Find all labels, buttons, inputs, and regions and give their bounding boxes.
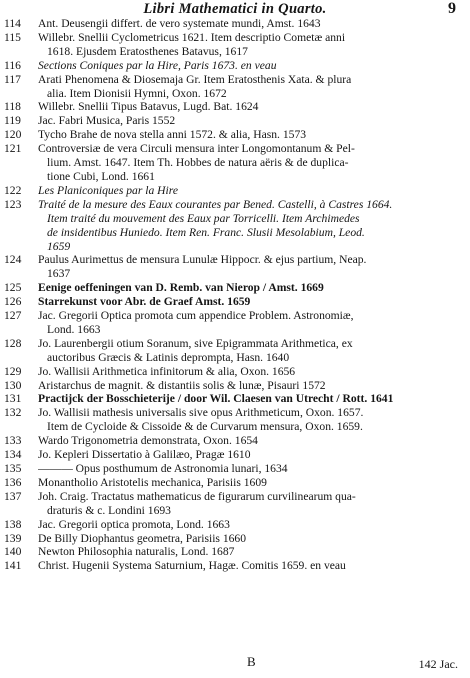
entry-number: 138: [4, 517, 22, 531]
entry-text: Item traité du mouvement des Eaux par Torricelli. Item Archimedes: [47, 211, 360, 225]
entry-text: de insidentibus Huniedo. Item Ren. Franc. Slusii Mesolabium, Leod.: [47, 225, 365, 239]
catalogue-entry: [0, 253, 470, 281]
entry-number: 141: [4, 559, 22, 573]
catalogue-entry: [0, 448, 470, 462]
entry-text: Aristarchus de magnit. & distantiis solis & lunæ, Pisauri 1572: [38, 378, 326, 392]
entry-text: Sections Coniques par la Hire, Paris 1673. en veau: [38, 58, 277, 72]
entry-number: 140: [4, 545, 22, 559]
catalogue-entry: [0, 462, 470, 476]
entry-text: ——— Opus posthumum de Astronomia lunari, 1634: [38, 462, 288, 475]
catalogue-entry: [0, 198, 470, 254]
entry-number: 116: [4, 58, 21, 72]
entry-number: 124: [4, 253, 22, 267]
entry-number: 122: [4, 183, 22, 197]
catalogue-entry: [0, 114, 470, 128]
entry-text: Jo. Kepleri Dissertatio à Galilæo, Pragæ 1610: [38, 448, 251, 462]
entry-number: 129: [4, 364, 22, 378]
catalogue-entry: [0, 365, 470, 379]
entry-text: Jo. Wallisii Arithmetica infinitorum & alia, Oxon. 1656: [38, 364, 296, 378]
entry-text: Joh. Craig. Tractatus mathematicus de figurarum curvilinearum qua-: [38, 489, 356, 503]
entry-text: tione Cubi, Lond. 1661: [47, 169, 155, 183]
entry-number: 132: [4, 406, 22, 420]
catalogue-entry: [0, 518, 470, 532]
entry-text: 1618. Ejusdem Eratosthenes Batavus, 1617: [47, 44, 248, 58]
entry-number: 119: [4, 114, 21, 128]
catalogue-entry: [0, 532, 470, 546]
entry-number: 118: [4, 100, 21, 114]
entry-number: 131: [4, 392, 22, 406]
entry-text: Monantholio Aristotelis mechanica, Parisiis 1609: [38, 475, 267, 489]
entry-number: 117: [4, 72, 21, 86]
catalogue-entry: [0, 337, 470, 365]
catalogue-entry: [0, 73, 470, 101]
entry-text: Jac. Gregorii Optica promota cum appendice Problem. Astronomiæ,: [38, 309, 354, 323]
entry-text: Willebr. Snellii Tipus Batavus, Lugd. Bat. 1624: [38, 100, 259, 114]
entry-text: Starrekunst voor Abr. de Graef Amst. 1659: [38, 295, 251, 309]
entry-text: Traité de la mesure des Eaux courantes par Bened. Castelli, à Castres 1664.: [38, 197, 393, 211]
entry-text: 1659: [47, 239, 71, 253]
catalogue-entry: [0, 309, 470, 337]
entry-text: Controversiæ de vera Circuli mensura inter Longomontanum & Pel-: [38, 142, 355, 156]
catalogue-entry: [0, 31, 470, 59]
catalogue-entry: [0, 406, 470, 434]
catalogue-entry: [0, 142, 470, 184]
entry-text: draturis & c. Londini 1693: [47, 503, 171, 517]
entry-text: Jac. Gregorii optica promota, Lond. 1663: [38, 517, 230, 531]
catalogue-entry: [0, 379, 470, 393]
catalogue-entry: [0, 184, 470, 198]
entry-text: Item de Cycloide & Cissoide & de Curvarum mensura, Oxon. 1659.: [47, 420, 363, 434]
entry-number: 114: [4, 17, 21, 30]
entry-number: 121: [4, 142, 22, 156]
catchword: 142 Jac.: [418, 657, 458, 671]
catalogue-entry: [0, 295, 470, 309]
entry-text: Jo. Laurenbergii otium Soranum, sive Epigrammata Arithmetica, ex: [38, 336, 353, 350]
entry-text: De Billy Diophantus geometra, Parisiis 1660: [38, 531, 247, 545]
entry-text: 1637: [47, 267, 71, 281]
page-number: 9: [448, 0, 456, 17]
entry-text: Wardo Trigonometria demonstrata, Oxon. 1654: [38, 434, 258, 448]
entry-text: alia. Item Dionisii Hymni, Oxon. 1672: [47, 86, 227, 100]
entry-text: Les Planiconiques par la Hire: [38, 183, 178, 197]
entry-number: 123: [4, 197, 22, 211]
entry-text: Jac. Fabri Musica, Paris 1552: [38, 114, 176, 128]
entry-text: Arati Phenomena & Diosemaja Gr. Item Eratosthenis Xata. & plura: [38, 72, 352, 86]
entry-text: Practijck der Bosschieterije / door Wil. Claesen van Utrecht / Rott. 1641: [38, 392, 394, 406]
entry-number: 128: [4, 336, 22, 350]
catalogue-entry: [0, 392, 470, 406]
entry-text: Tycho Brahe de nova stella anni 1572. & alia, Hasn. 1573: [38, 128, 307, 142]
entry-text: auctoribus Græcis & Latinis deprompta, Hasn. 1640: [47, 350, 290, 364]
entry-text: Willebr. Snellii Cyclometricus 1621. Item descriptio Cometæ anni: [38, 30, 346, 44]
entry-number: 135: [4, 462, 22, 475]
entry-number: 130: [4, 378, 22, 392]
signature-mark: B: [247, 654, 256, 669]
catalogue-entry: [0, 128, 470, 142]
catalogue-entry: [0, 476, 470, 490]
entry-text: Christ. Hugenii Systema Saturnium, Hagæ. Comitis 1659. en veau: [38, 559, 346, 573]
catalogue-entry: [0, 490, 470, 518]
entry-text: Eenige oeffeningen van D. Remb. van Nierop / Amst. 1669: [38, 281, 324, 295]
entry-text: Lond. 1663: [47, 322, 101, 336]
catalogue-entry: [0, 100, 470, 114]
page-footer: [0, 654, 470, 674]
running-title: Libri Mathematici in Quarto.: [143, 1, 327, 17]
entry-number: 120: [4, 128, 22, 142]
entry-number: 139: [4, 531, 22, 545]
entry-text: lium. Amst. 1647. Item Th. Hobbes de natura aëris & de duplica-: [47, 156, 349, 170]
entry-number: 126: [4, 295, 22, 309]
entry-number: 125: [4, 281, 22, 295]
entry-number: 137: [4, 489, 22, 503]
catalogue-entries: [0, 17, 470, 573]
entry-number: 134: [4, 448, 22, 462]
entry-text: Paulus Aurimettus de mensura Lunulæ Hippocr. & ejus partium, Neap.: [38, 253, 367, 267]
entry-number: 136: [4, 475, 22, 489]
entry-number: 115: [4, 30, 21, 44]
entry-number: 127: [4, 309, 22, 323]
entry-number: 133: [4, 434, 22, 448]
catalogue-entry: [0, 434, 470, 448]
catalogue-entry: [0, 59, 470, 73]
catalogue-entry: [0, 559, 470, 573]
catalogue-entry: [0, 281, 470, 295]
catalogue-entry: [0, 17, 470, 31]
entry-text: Jo. Wallisii mathesis universalis sive opus Arithmeticum, Oxon. 1657.: [38, 406, 364, 420]
entry-text: Newton Philosophia naturalis, Lond. 1687: [38, 545, 235, 559]
catalogue-entry: [0, 545, 470, 559]
entry-text: Ant. Deusengii differt. de vero systemate mundi, Amst. 1643: [38, 17, 321, 30]
